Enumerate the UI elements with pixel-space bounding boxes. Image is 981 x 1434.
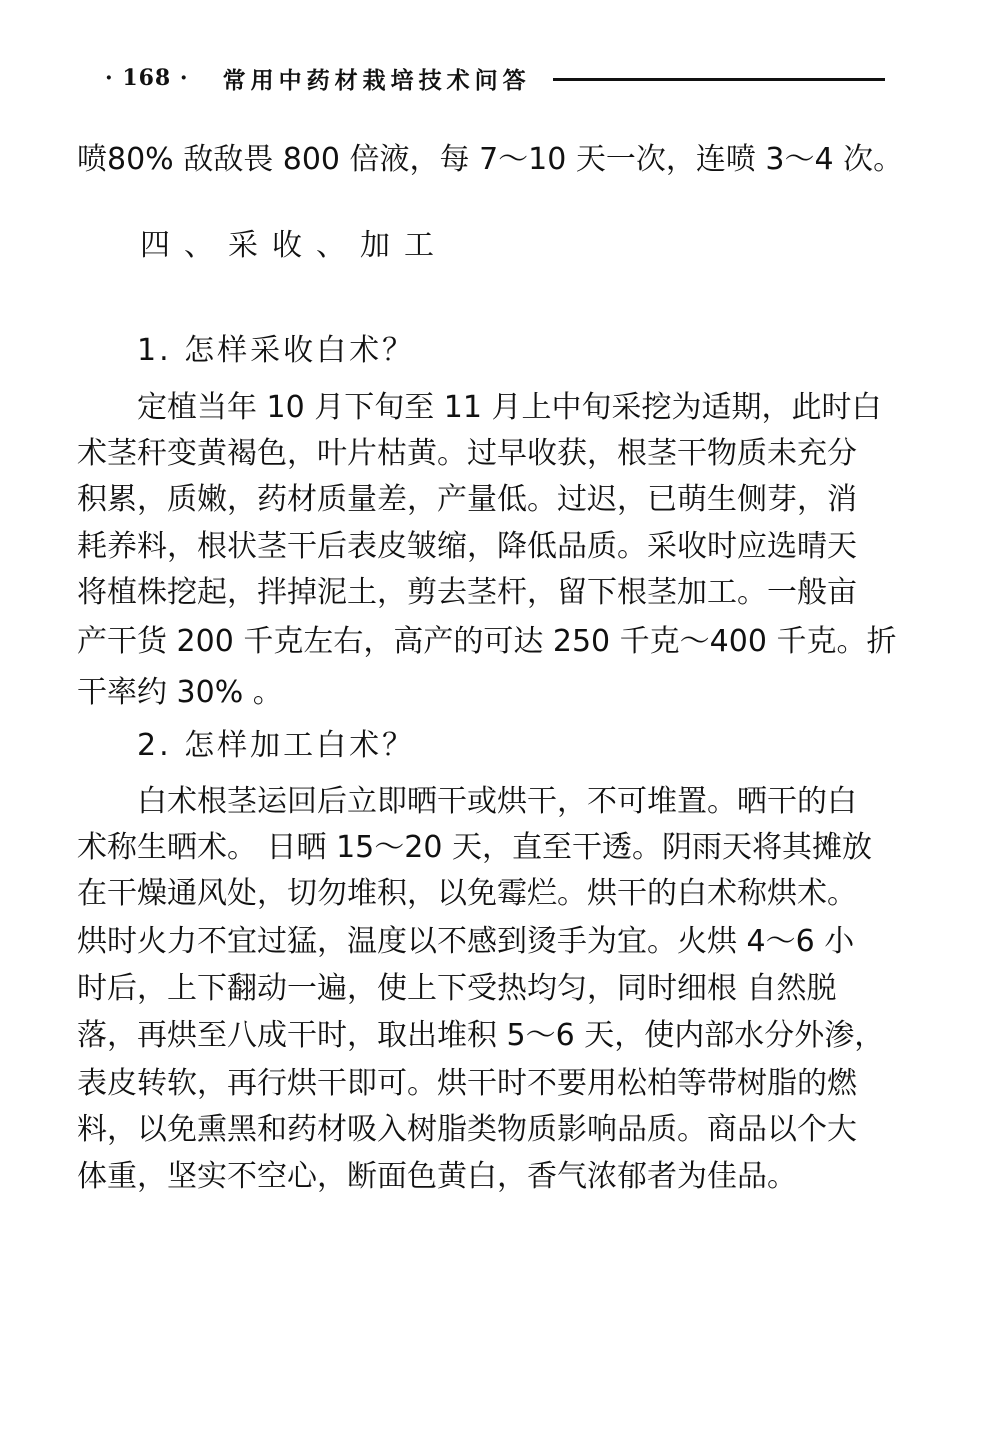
paragraph-line: 术茎秆变黄褐色，叶片枯黄。过早收获，根茎干物质未充分	[77, 436, 857, 471]
paragraph-line: 在干燥通风处，切勿堆积，以免霉烂。烘干的白术称烘术。	[77, 876, 857, 911]
paragraph-line: 时后，上下翻动一遍，使上下受热均匀，同时细根 自然脱	[77, 971, 837, 1006]
paragraph-line: 将植株挖起，拌掉泥土，剪去茎杆，留下根茎加工。一般亩	[77, 575, 857, 610]
paragraph-line: 术称生晒术。 日晒 15～20 天，直至干透。阴雨天将其摊放	[77, 830, 872, 865]
paragraph-line: 烘时火力不宜过猛，温度以不感到烫手为宜。火烘 4～6 小	[77, 924, 855, 959]
paragraph-line: 积累，质嫩，药材质量差，产量低。过迟，已萌生侧芽，消	[77, 482, 857, 517]
paragraph-line: 产干货 200 千克左右，高产的可达 250 千克～400 千克。折	[77, 624, 897, 659]
question-1-title: 1. 怎样采收白术？	[137, 333, 416, 368]
page-number: · 168 ·	[105, 65, 189, 91]
intro-line: 喷80% 敌敌畏 800 倍液，每 7～10 天一次，连喷 3～4 次。	[77, 142, 904, 177]
paragraph-line: 落，再烘至八成干时，取出堆积 5～6 天，使内部水分外渗，	[77, 1018, 885, 1053]
section-heading: 四、采收、加工	[140, 228, 448, 263]
paragraph-line: 体重，坚实不空心，断面色黄白，香气浓郁者为佳品。	[77, 1159, 797, 1194]
paragraph-line: 耗养料，根状茎干后表皮皱缩，降低品质。采收时应选晴天	[77, 529, 857, 564]
paragraph-line: 定植当年 10 月下旬至 11 月上中旬采挖为适期，此时白	[137, 390, 882, 425]
paragraph-line: 白术根茎运回后立即晒干或烘干，不可堆置。晒干的白	[137, 784, 857, 819]
paragraph-line: 干率约 30% 。	[77, 675, 283, 710]
paragraph-line: 表皮转软，再行烘干即可。烘干时不要用松柏等带树脂的燃	[77, 1066, 857, 1101]
running-header	[105, 58, 885, 98]
header-rule	[553, 78, 885, 81]
question-2-title: 2. 怎样加工白术？	[137, 728, 416, 763]
book-title: 常用中药材栽培技术问答	[222, 66, 531, 94]
paragraph-line: 料，以免熏黑和药材吸入树脂类物质影响品质。商品以个大	[77, 1112, 857, 1147]
